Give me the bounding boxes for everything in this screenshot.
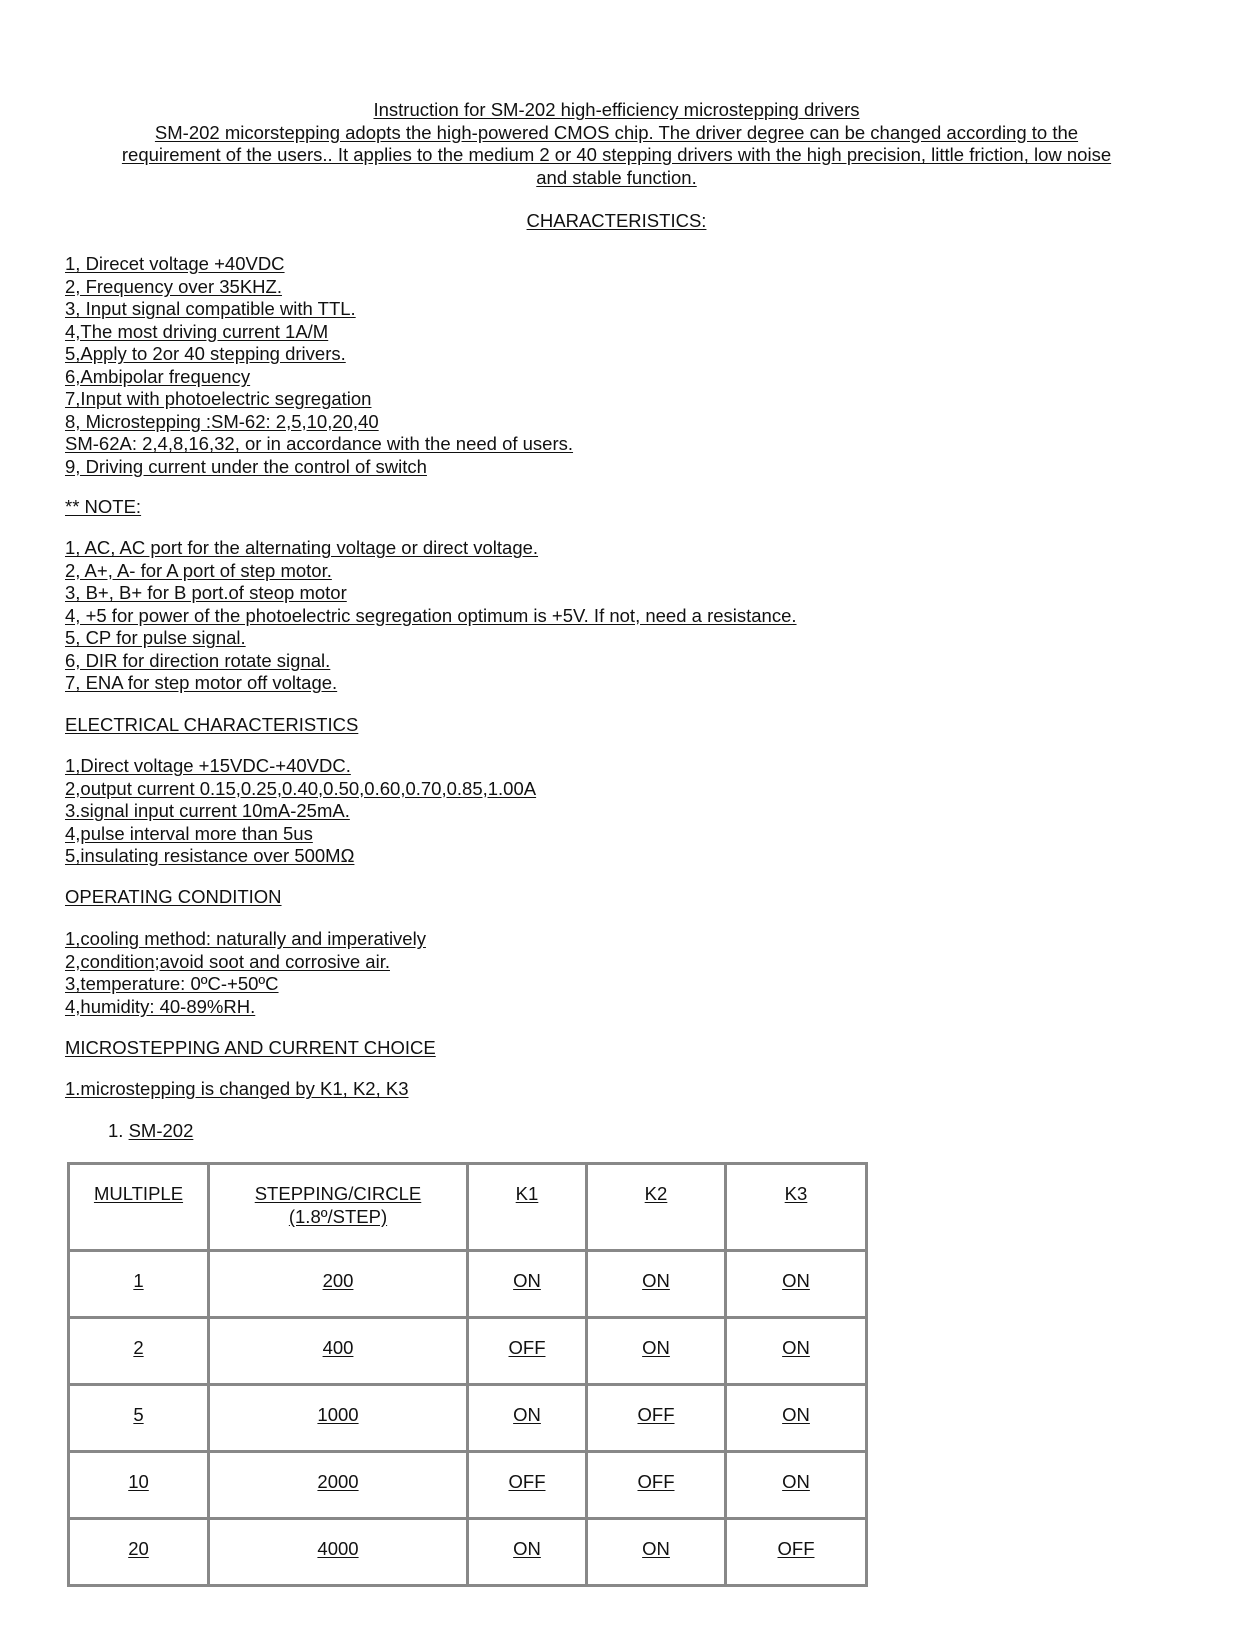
list-item: 2, A+, A- for A port of step motor. <box>65 559 332 581</box>
list-item: 5,insulating resistance over 500MΩ <box>65 845 355 866</box>
header-k2: K2 <box>644 1183 668 1204</box>
table-cell: ON <box>782 1471 810 1492</box>
table-cell: OFF <box>777 1538 815 1559</box>
doc-title: Instruction for SM-202 high-efficiency microstepping drivers <box>373 99 860 120</box>
table-cell: 4000 <box>317 1538 359 1559</box>
table-cell: OFF <box>637 1471 675 1492</box>
characteristics-list <box>65 253 573 478</box>
micro-heading: MICROSTEPPING AND CURRENT CHOICE <box>65 1037 436 1058</box>
header-stepping: STEPPING/CIRCLE <box>254 1183 422 1204</box>
list-item: 3.signal input current 10mA-25mA. <box>65 800 350 821</box>
list-item: 2, Frequency over 35KHZ. <box>65 275 282 297</box>
table-cell: ON <box>513 1538 541 1559</box>
table-row <box>69 1318 867 1385</box>
table-cell: ON <box>642 1538 670 1559</box>
list-item: 1,cooling method: naturally and imperatively <box>65 928 426 949</box>
header-k1: K1 <box>515 1183 539 1204</box>
table-header-row <box>69 1164 867 1251</box>
list-item: 7, ENA for step motor off voltage. <box>65 672 338 693</box>
list-item: 9, Driving current under the control of switch <box>65 455 427 477</box>
operating-list <box>65 928 426 1018</box>
table-cell: OFF <box>508 1471 546 1492</box>
electrical-list <box>65 755 536 868</box>
characteristics-heading: CHARACTERISTICS: <box>526 210 707 231</box>
sub-heading <box>108 1120 193 1143</box>
table-cell: 20 <box>128 1538 149 1559</box>
list-item: 6,Ambipolar frequency <box>65 365 251 387</box>
electrical-heading: ELECTRICAL CHARACTERISTICS <box>65 714 359 735</box>
table-cell: ON <box>782 1404 810 1425</box>
list-item: 4, +5 for power of the photoelectric segregation optimum is +5V. If not, need a resistance. <box>65 604 797 626</box>
note-heading: ** NOTE: <box>65 496 142 517</box>
table-cell: 400 <box>322 1337 354 1358</box>
list-item: 4,pulse interval more than 5us <box>65 822 313 844</box>
table-cell: 200 <box>322 1270 354 1291</box>
list-item: 3,temperature: 0ºC-+50ºC <box>65 973 279 994</box>
table-cell: 2 <box>133 1337 144 1358</box>
list-item: 4,humidity: 40-89%RH. <box>65 995 256 1017</box>
operating-heading: OPERATING CONDITION <box>65 886 282 907</box>
title-block <box>0 99 1233 189</box>
intro-line: SM-202 micorstepping adopts the high-powered CMOS chip. The driver degree can be changed according to the <box>154 121 1079 143</box>
table-cell: ON <box>782 1270 810 1291</box>
table-row <box>69 1452 867 1519</box>
header-k3: K3 <box>784 1183 808 1204</box>
list-item: 1, AC, AC port for the alternating voltage or direct voltage. <box>65 537 539 558</box>
list-item: 2,condition;avoid soot and corrosive air. <box>65 950 390 972</box>
sub-title: SM-202 <box>128 1120 194 1141</box>
table-cell: 10 <box>128 1471 149 1492</box>
table-cell: 5 <box>133 1404 144 1425</box>
intro-line: and stable function. <box>536 166 697 188</box>
header-multiple: MULTIPLE <box>93 1183 184 1204</box>
table-row <box>69 1519 867 1586</box>
list-item: SM-62A: 2,4,8,16,32, or in accordance with the need of users. <box>65 433 574 454</box>
list-item: 3, Input signal compatible with TTL. <box>65 298 356 319</box>
list-item: 1, Direcet voltage +40VDC <box>65 253 285 274</box>
table-cell: ON <box>642 1270 670 1291</box>
table-cell: ON <box>642 1337 670 1358</box>
list-item: 7,Input with photoelectric segregation <box>65 388 372 409</box>
table-cell: OFF <box>637 1404 675 1425</box>
table-row <box>69 1385 867 1452</box>
intro-line: requirement of the users.. It applies to the medium 2 or 40 stepping drivers with the high precision, little friction, low noise <box>121 144 1112 165</box>
list-item: 1,Direct voltage +15VDC-+40VDC. <box>65 755 351 776</box>
sub-number: 1. <box>108 1120 124 1141</box>
table-cell: ON <box>513 1404 541 1425</box>
list-item: 5,Apply to 2or 40 stepping drivers. <box>65 343 346 364</box>
table-cell: OFF <box>508 1337 546 1358</box>
table-cell: 2000 <box>317 1471 359 1492</box>
note-list <box>65 537 797 695</box>
table-cell: 1 <box>133 1270 144 1291</box>
table-cell: ON <box>513 1270 541 1291</box>
table-cell: ON <box>782 1337 810 1358</box>
list-item: 2,output current 0.15,0.25,0.40,0.50,0.60,0.70,0.85,1.00A <box>65 777 537 799</box>
list-item: 3, B+, B+ for B port.of steop motor <box>65 582 347 603</box>
table-row <box>69 1251 867 1318</box>
table-cell: 1000 <box>317 1404 359 1425</box>
microstep-table <box>67 1162 868 1587</box>
list-item: 8, Microstepping :SM-62: 2,5,10,20,40 <box>65 410 379 432</box>
list-item: 4,The most driving current 1A/M <box>65 320 329 342</box>
list-item: 5, CP for pulse signal. <box>65 627 246 648</box>
header-stepping-unit: (1.8º/STEP) <box>288 1205 388 1227</box>
micro-line: 1.microstepping is changed by K1, K2, K3 <box>65 1078 409 1099</box>
list-item: 6, DIR for direction rotate signal. <box>65 649 331 671</box>
